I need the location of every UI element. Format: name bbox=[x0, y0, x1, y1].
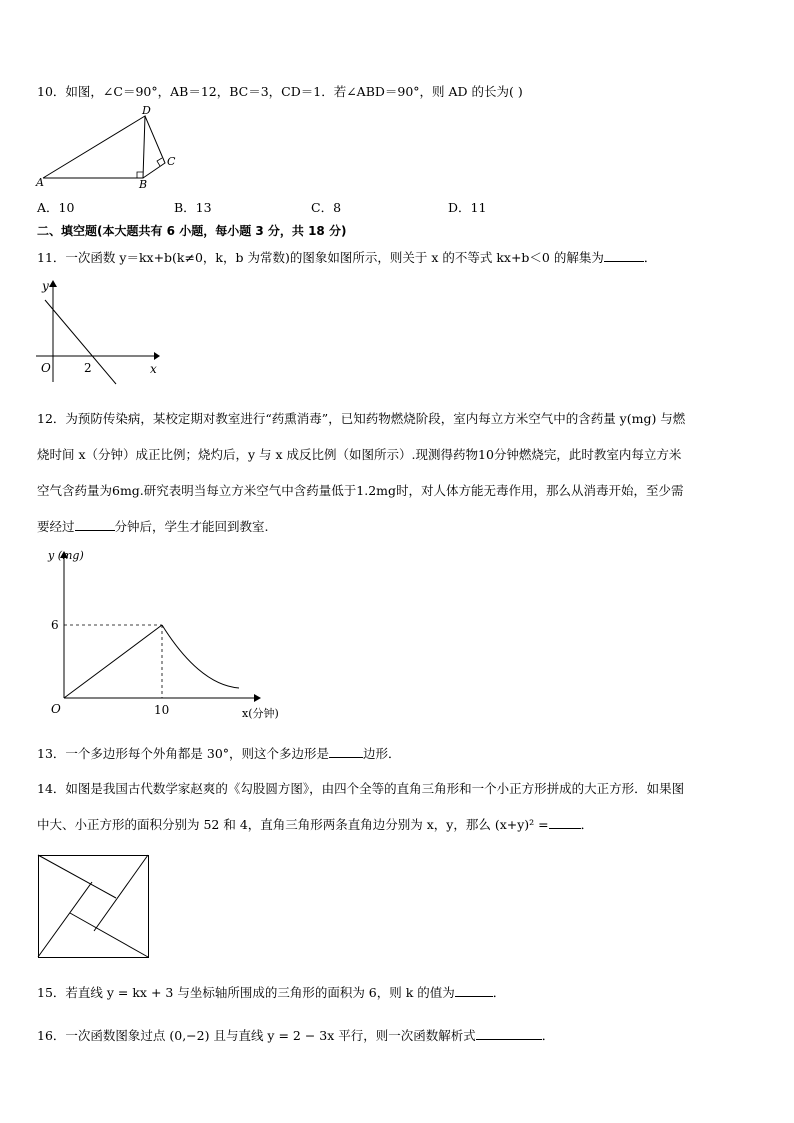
q11-y-label: y bbox=[42, 279, 49, 293]
q16-answer-blank[interactable] bbox=[476, 1027, 542, 1040]
q12-line2: 烧时间 x（分钟）成正比例；烧灼后，y 与 x 成反比例（如图所示）.现测得药物10分钟燃烧完，此时教室内每立方米 bbox=[37, 447, 682, 462]
label-d: D bbox=[142, 104, 151, 117]
q12-inverse-curve bbox=[162, 625, 239, 688]
q11-function-line bbox=[45, 300, 116, 384]
q12-line3: 空气含药量为6mg.研究表明当每立方米空气中含药量低于1.2mg时，对人体方能无毒作用，那么从消毒开始，至少需 bbox=[37, 483, 684, 498]
q14-line-left bbox=[38, 882, 92, 957]
q11-stem: 11．一次函数 y＝kx+b(k≠0，k，b 为常数)的图象如图所示，则关于 x 的不等式 kx+b＜0 的解集为 bbox=[37, 250, 604, 265]
q12-y-label: y (mg) bbox=[48, 549, 84, 562]
q16-row bbox=[37, 1027, 554, 1045]
q14-zhao-shuang-figure bbox=[38, 855, 152, 959]
q15-stem: 15．若直线 y = kx + 3 与坐标轴所围成的三角形的面积为 6，则 k 的值为 bbox=[37, 985, 455, 1000]
q12-x-label: x(分钟) bbox=[242, 707, 279, 720]
q10-stem: 10．如图，∠C＝90°，AB＝12，BC＝3，CD＝1．若∠ABD＝90°，则 AD 的长为( ) bbox=[37, 84, 523, 99]
q14-line1: 14．如图是我国古代数学家赵爽的《勾股圆方图》，由四个全等的直角三角形和一个小正方形拼成的大正方形．如果图 bbox=[37, 781, 685, 796]
choice-a[interactable]: A．10 bbox=[37, 200, 75, 215]
q12-origin: O bbox=[51, 702, 61, 716]
q11-x-arrow bbox=[154, 352, 160, 360]
q11-graph bbox=[36, 278, 166, 382]
q10-choices bbox=[37, 199, 585, 217]
q13-tail: 边形． bbox=[363, 746, 401, 761]
q16-tail: ． bbox=[541, 1028, 555, 1043]
q10-figure bbox=[36, 104, 186, 191]
q14-answer-blank[interactable] bbox=[549, 816, 581, 829]
q14-line2-row bbox=[37, 816, 593, 834]
q12-graph bbox=[36, 543, 296, 723]
q15-row bbox=[37, 984, 505, 1002]
q15-tail: ． bbox=[492, 985, 506, 1000]
q11-stem-row bbox=[37, 249, 656, 267]
q13-answer-blank[interactable] bbox=[329, 745, 363, 758]
choice-d[interactable]: D．11 bbox=[448, 200, 487, 215]
q14-line2: 中大、小正方形的面积分别为 52 和 4，直角三角形两条直角边分别为 x，y，那么 (x+y)² = bbox=[37, 817, 549, 832]
q11-x-label: x bbox=[150, 362, 157, 376]
right-angle-mark-c bbox=[157, 158, 162, 166]
triangle-abd bbox=[43, 116, 145, 178]
section-title: 二、填空题(本大题共有 6 小题，每小题 3 分，共 18 分) bbox=[37, 224, 347, 238]
q11-tail: ． bbox=[643, 250, 657, 265]
q14-line-right bbox=[94, 855, 148, 931]
q13-row bbox=[37, 745, 401, 763]
q12-line4-b: 分钟后，学生才能回到教室. bbox=[114, 519, 269, 534]
q16-stem: 16．一次函数图象过点 (0,−2) 且与直线 y = 2 − 3x 平行，则一次函数解析式 bbox=[37, 1028, 476, 1043]
q12-line4 bbox=[37, 518, 269, 536]
q12-answer-blank[interactable] bbox=[75, 518, 115, 531]
q15-answer-blank[interactable] bbox=[455, 984, 493, 997]
q12-x-arrow bbox=[254, 694, 261, 702]
q12-line4-a: 要经过 bbox=[37, 519, 75, 534]
choice-b[interactable]: B．13 bbox=[174, 200, 212, 215]
q12-x-tick: 10 bbox=[154, 703, 170, 717]
label-a: A bbox=[36, 176, 44, 189]
q14-tail: ． bbox=[580, 817, 594, 832]
triangle-bcd bbox=[143, 116, 165, 178]
q11-answer-blank[interactable] bbox=[604, 249, 644, 262]
q13-stem: 13．一个多边形每个外角都是 30°，则这个多边形是 bbox=[37, 746, 330, 761]
q11-x-intercept: 2 bbox=[84, 361, 92, 375]
label-c: C bbox=[167, 155, 176, 168]
q14-line-bottom bbox=[70, 913, 148, 957]
q12-line1: 12．为预防传染病，某校定期对教室进行“药熏消毒”，已知药物燃烧阶段，室内每立方米空气中的含药量 y(mg) 与燃 bbox=[37, 411, 686, 426]
choice-c[interactable]: C．8 bbox=[311, 200, 342, 215]
q14-big-square bbox=[39, 856, 149, 958]
q12-proportional-segment bbox=[64, 625, 162, 698]
label-b: B bbox=[139, 178, 148, 191]
q12-y-tick: 6 bbox=[51, 618, 59, 632]
q14-line-top bbox=[38, 855, 116, 898]
q11-origin: O bbox=[41, 361, 51, 375]
q11-y-arrow bbox=[49, 280, 57, 287]
